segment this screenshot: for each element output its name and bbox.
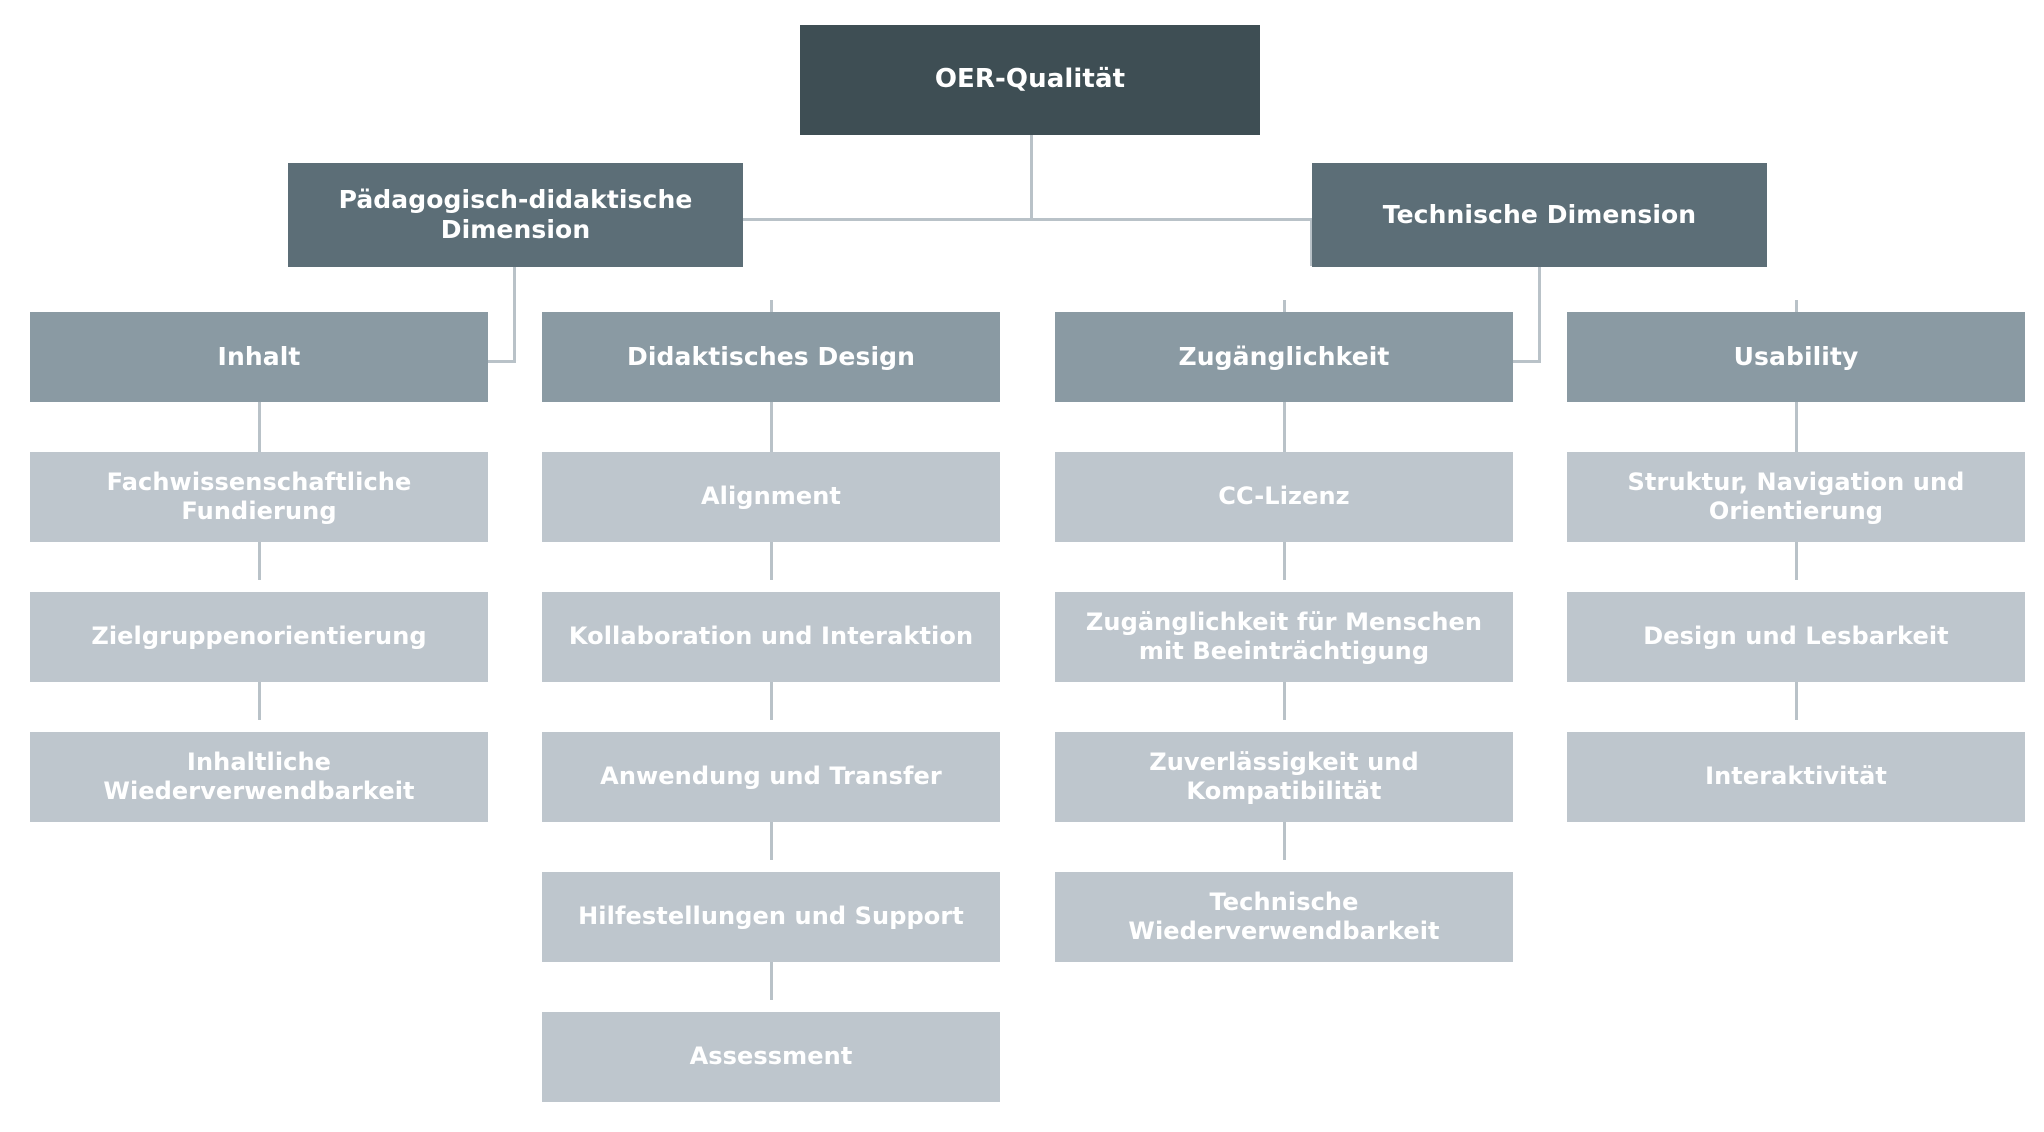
node-kollaboration-und-interaktion: Kollaboration und Interaktion	[542, 592, 1000, 682]
node-fachwissenschaftliche-fundierung: Fachwissenschaftliche Fundierung	[30, 452, 488, 542]
node-zugaenglichkeit: Zugänglichkeit	[1055, 312, 1513, 402]
node-usability: Usability	[1567, 312, 2025, 402]
connector-zuganglichkeit-chain-2	[1283, 540, 1286, 580]
node-hilfestellungen-und-support: Hilfestellungen und Support	[542, 872, 1000, 962]
connector-didaktisches-chain-4	[770, 820, 773, 860]
node-assessment: Assessment	[542, 1012, 1000, 1102]
node-alignment: Alignment	[542, 452, 1000, 542]
node-anwendung-und-transfer: Anwendung und Transfer	[542, 732, 1000, 822]
connector-zuganglichkeit-chain-1	[1283, 400, 1286, 460]
connector-technische-stem	[1538, 262, 1541, 362]
node-inhalt: Inhalt	[30, 312, 488, 402]
node-technische-dimension: Technische Dimension	[1312, 163, 1767, 267]
connector-zuganglichkeit-chain-3	[1283, 680, 1286, 720]
node-zielgruppenorientierung: Zielgruppenorientierung	[30, 592, 488, 682]
connector-didaktisches-chain-5	[770, 960, 773, 1000]
node-cc-lizenz: CC-Lizenz	[1055, 452, 1513, 542]
node-inhaltliche-wiederverwendbarkeit: Inhaltliche Wiederverwendbarkeit	[30, 732, 488, 822]
node-zuverlaessigkeit-und-kompatibilitaet: Zuverlässigkeit und Kompatibilität	[1055, 732, 1513, 822]
node-design-und-lesbarkeit: Design und Lesbarkeit	[1567, 592, 2025, 682]
connector-didaktisches-chain-1	[770, 400, 773, 460]
node-oer-qualitaet: OER-Qualität	[800, 25, 1260, 135]
connector-zuganglichkeit-chain-4	[1283, 820, 1286, 860]
node-struktur-navigation-und-orientierung: Struktur, Navigation und Orientierung	[1567, 452, 2025, 542]
connector-usability-chain-2	[1795, 540, 1798, 580]
connector-didaktisches-chain-3	[770, 680, 773, 720]
connector-usability-chain-1	[1795, 400, 1798, 460]
connector-inhalt-chain-1	[258, 400, 261, 460]
node-paedagogisch-didaktische-dimension: Pädagogisch-didaktische Dimension	[288, 163, 743, 267]
connector-didaktisches-chain-2	[770, 540, 773, 580]
connector-inhalt-chain-3	[258, 680, 261, 720]
connector-usability-chain-3	[1795, 680, 1798, 720]
connector-root-down	[1030, 135, 1033, 220]
connector-inhalt-chain-2	[258, 540, 261, 580]
connector-padagogisch-stem	[513, 262, 516, 362]
node-technische-wiederverwendbarkeit: Technische Wiederverwendbarkeit	[1055, 872, 1513, 962]
node-interaktivitaet: Interaktivität	[1567, 732, 2025, 822]
node-zugaenglichkeit-fuer-menschen-mit-beeintraechtigung: Zugänglichkeit für Menschen mit Beeinträchtigung	[1055, 592, 1513, 682]
node-didaktisches-design: Didaktisches Design	[542, 312, 1000, 402]
